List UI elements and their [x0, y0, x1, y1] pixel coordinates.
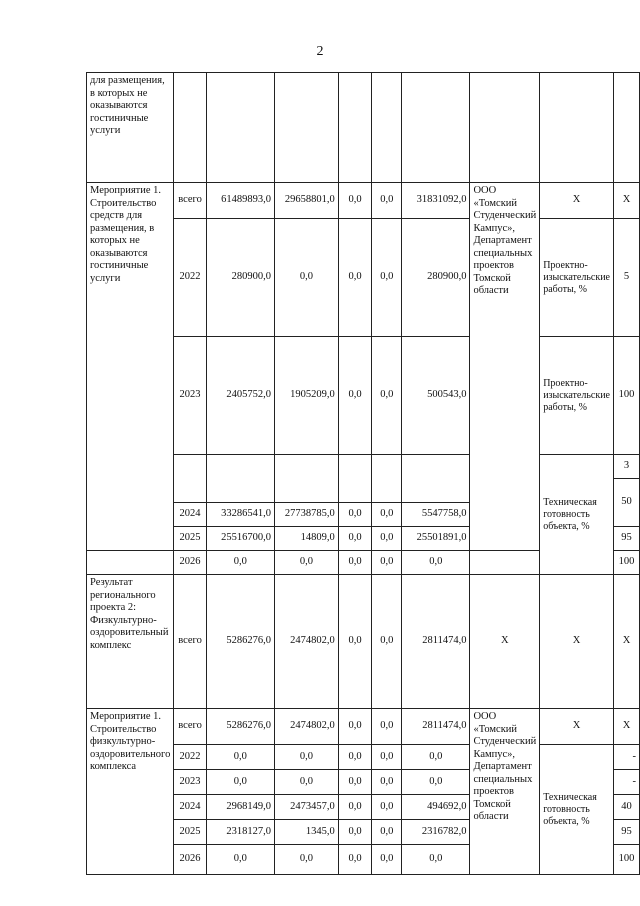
- value-cell: 0,0: [372, 845, 402, 875]
- executor-text: ООО «Томский Студенческий Кампус», Департамент специальных проектов Томской области: [470, 709, 540, 875]
- indicator-value: 3: [613, 455, 639, 479]
- value-cell: 0,0: [402, 770, 470, 795]
- value-cell: 0,0: [402, 745, 470, 770]
- indicator-value: X: [613, 709, 639, 745]
- value-cell: 5547758,0: [402, 503, 470, 527]
- value-cell: 0,0: [372, 219, 402, 337]
- value-cell: 0,0: [206, 551, 274, 575]
- indicator-cell: Техническая готовность объекта, %: [540, 745, 614, 875]
- indicator-value: 40: [613, 795, 639, 820]
- year-cell: 2022: [174, 219, 206, 337]
- value-cell: 31831092,0: [402, 183, 470, 219]
- value-cell: 33286541,0: [206, 503, 274, 527]
- value-cell: 494692,0: [402, 795, 470, 820]
- year-cell: 2024: [174, 795, 206, 820]
- value-cell: 2968149,0: [206, 795, 274, 820]
- purpose-text: для размещения, в которых не оказываются гостиничные услуги: [87, 73, 174, 183]
- value-cell: 0,0: [338, 575, 372, 709]
- result-name: Результат регионального проекта 2: Физкультурно-оздоровительный комплекс: [87, 575, 174, 709]
- value-cell: 0,0: [372, 183, 402, 219]
- value-cell: 0,0: [338, 337, 372, 455]
- value-cell: 500543,0: [402, 337, 470, 455]
- year-cell: 2026: [174, 551, 206, 575]
- value-cell: 0,0: [372, 527, 402, 551]
- value-cell: 2474802,0: [275, 575, 339, 709]
- value-cell: 0,0: [372, 337, 402, 455]
- value-cell: 61489893,0: [206, 183, 274, 219]
- value-cell: 0,0: [338, 551, 372, 575]
- value-cell: 0,0: [372, 745, 402, 770]
- indicator-cell: Проектно-изыскательские работы, %: [540, 337, 614, 455]
- value-cell: 0,0: [402, 551, 470, 575]
- indicator-value: 100: [613, 551, 639, 575]
- indicator-cell: Техническая готовность объекта, %: [540, 455, 614, 575]
- budget-table: [86, 72, 640, 875]
- value-cell: 0,0: [275, 219, 339, 337]
- value-cell: 14809,0: [275, 527, 339, 551]
- value-cell: 0,0: [372, 820, 402, 845]
- value-cell: 0,0: [338, 183, 372, 219]
- indicator-cell: X: [540, 183, 614, 219]
- indicator-value: 100: [613, 337, 639, 455]
- value-cell: 2811474,0: [402, 575, 470, 709]
- value-cell: 0,0: [402, 845, 470, 875]
- year-cell: 2025: [174, 820, 206, 845]
- value-cell: 0,0: [338, 795, 372, 820]
- year-cell: 2026: [174, 845, 206, 875]
- page-number: 2: [316, 44, 324, 59]
- value-cell: 0,0: [372, 575, 402, 709]
- indicator-value: 95: [613, 527, 639, 551]
- value-cell: 5286276,0: [206, 709, 274, 745]
- value-cell: 2473457,0: [275, 795, 339, 820]
- value-cell: 0,0: [338, 709, 372, 745]
- value-cell: 0,0: [338, 745, 372, 770]
- indicator-cell: Проектно-изыскательские работы, %: [540, 219, 614, 337]
- measure-name: Мероприятие 1. Строительство средств для размещения, в которых не оказываются гостиничные услуги: [87, 183, 174, 551]
- indicator-value: -: [613, 770, 639, 795]
- value-cell: 0,0: [275, 745, 339, 770]
- value-cell: 2811474,0: [402, 709, 470, 745]
- indicator-cell: X: [540, 575, 614, 709]
- value-cell: 0,0: [372, 709, 402, 745]
- value-cell: 0,0: [338, 527, 372, 551]
- value-cell: 25516700,0: [206, 527, 274, 551]
- value-cell: 25501891,0: [402, 527, 470, 551]
- value-cell: 0,0: [338, 503, 372, 527]
- indicator-cell: X: [540, 709, 614, 745]
- indicator-value: 50: [613, 479, 639, 527]
- value-cell: 280900,0: [206, 219, 274, 337]
- value-cell: 1905209,0: [275, 337, 339, 455]
- value-cell: 2318127,0: [206, 820, 274, 845]
- indicator-value: 5: [613, 219, 639, 337]
- table-row: [87, 183, 640, 219]
- value-cell: 0,0: [372, 551, 402, 575]
- year-cell: 2023: [174, 770, 206, 795]
- table-row: [87, 709, 640, 745]
- table-row: [87, 73, 640, 183]
- value-cell: 0,0: [338, 845, 372, 875]
- value-cell: 0,0: [206, 770, 274, 795]
- value-cell: 0,0: [338, 219, 372, 337]
- value-cell: 0,0: [275, 770, 339, 795]
- year-cell: 2024: [174, 503, 206, 527]
- value-cell: 1345,0: [275, 820, 339, 845]
- value-cell: 29658801,0: [275, 183, 339, 219]
- indicator-value: X: [613, 575, 639, 709]
- year-cell: всего: [174, 183, 206, 219]
- value-cell: 0,0: [372, 770, 402, 795]
- value-cell: 0,0: [275, 845, 339, 875]
- value-cell: 0,0: [372, 795, 402, 820]
- executor-text: ООО «Томский Студенческий Кампус», Департамент специальных проектов Томской области: [470, 183, 540, 551]
- year-cell: 2023: [174, 337, 206, 455]
- table-row: [87, 575, 640, 709]
- value-cell: 0,0: [206, 745, 274, 770]
- year-cell: 2022: [174, 745, 206, 770]
- value-cell: 0,0: [338, 820, 372, 845]
- value-cell: 27738785,0: [275, 503, 339, 527]
- value-cell: 280900,0: [402, 219, 470, 337]
- measure-name: Мероприятие 1. Строительство физкультурно-оздоровительного комплекса: [87, 709, 174, 875]
- value-cell: 5286276,0: [206, 575, 274, 709]
- value-cell: 0,0: [338, 770, 372, 795]
- value-cell: 2316782,0: [402, 820, 470, 845]
- value-cell: 2474802,0: [275, 709, 339, 745]
- indicator-value: 100: [613, 845, 639, 875]
- indicator-value: -: [613, 745, 639, 770]
- value-cell: 2405752,0: [206, 337, 274, 455]
- value-cell: 0,0: [372, 503, 402, 527]
- indicator-value: 95: [613, 820, 639, 845]
- value-cell: 0,0: [206, 845, 274, 875]
- year-cell: всего: [174, 575, 206, 709]
- year-cell: всего: [174, 709, 206, 745]
- indicator-value: X: [613, 183, 639, 219]
- value-cell: 0,0: [275, 551, 339, 575]
- year-cell: 2025: [174, 527, 206, 551]
- executor-text: X: [470, 575, 540, 709]
